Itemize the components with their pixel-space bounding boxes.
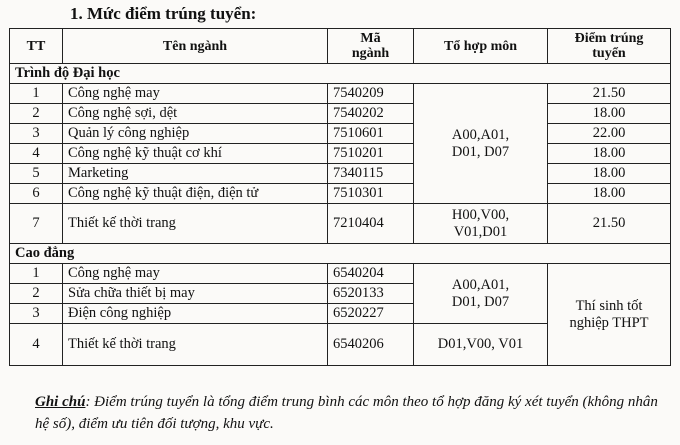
table-row: 1 Công nghệ may 7540209 A00,A01, D01, D07 21.50 bbox=[10, 84, 671, 104]
header-score: Điểm trúng tuyển bbox=[548, 29, 671, 64]
combo-cell: A00,A01, D01, D07 bbox=[414, 84, 548, 204]
combo-cell: A00,A01, D01, D07 bbox=[414, 264, 548, 324]
table-row: 3 Quản lý công nghiệp 7510601 22.00 bbox=[10, 124, 671, 144]
section-heading: 1. Mức điểm trúng tuyển: bbox=[70, 4, 257, 23]
table-row: 4 Công nghệ kỹ thuật cơ khí 7510201 18.00 bbox=[10, 144, 671, 164]
combo-cell: D01,V00, V01 bbox=[414, 324, 548, 366]
footnote-label: Ghi chú bbox=[35, 394, 86, 410]
header-combo: Tổ hợp môn bbox=[414, 29, 548, 64]
table-row: 3 Điện công nghiệp 6520227 bbox=[10, 304, 671, 324]
section-label: Trình độ Đại học bbox=[10, 64, 671, 84]
header-row bbox=[10, 29, 671, 64]
header-tt: TT bbox=[10, 29, 63, 64]
table-row: 5 Marketing 7340115 18.00 bbox=[10, 164, 671, 184]
table-row: 7 Thiết kế thời trang 7210404 H00,V00, V01,D01 21.50 bbox=[10, 204, 671, 244]
section-row-university bbox=[10, 64, 671, 84]
combo-cell: H00,V00, V01,D01 bbox=[414, 204, 548, 244]
score-cell: Thí sinh tốt nghiệp THPT bbox=[548, 264, 671, 366]
footnote-text: : Điểm trúng tuyển là tổng điểm trung bình các môn theo tổ hợp đăng ký xét tuyển (không nhân hệ số), điểm ưu tiên đối tượng, khu vực. bbox=[35, 394, 658, 432]
footnote bbox=[35, 391, 665, 435]
header-code: Mã ngành bbox=[328, 29, 414, 64]
section-row-college bbox=[10, 244, 671, 264]
header-name: Tên ngành bbox=[63, 29, 328, 64]
table-row: 2 Sửa chữa thiết bị may 6520133 bbox=[10, 284, 671, 304]
table-row: 4 Thiết kế thời trang 6540206 D01,V00, V01 bbox=[10, 324, 671, 366]
table-row: 6 Công nghệ kỹ thuật điện, điện tử 7510301 18.00 bbox=[10, 184, 671, 204]
table-row: 2 Công nghệ sợi, dệt 7540202 18.00 bbox=[10, 104, 671, 124]
section-label: Cao đẳng bbox=[10, 244, 671, 264]
admission-score-table bbox=[9, 28, 671, 366]
table-row: 1 Công nghệ may 6540204 A00,A01, D01, D07 Thí sinh tốt nghiệp THPT bbox=[10, 264, 671, 284]
